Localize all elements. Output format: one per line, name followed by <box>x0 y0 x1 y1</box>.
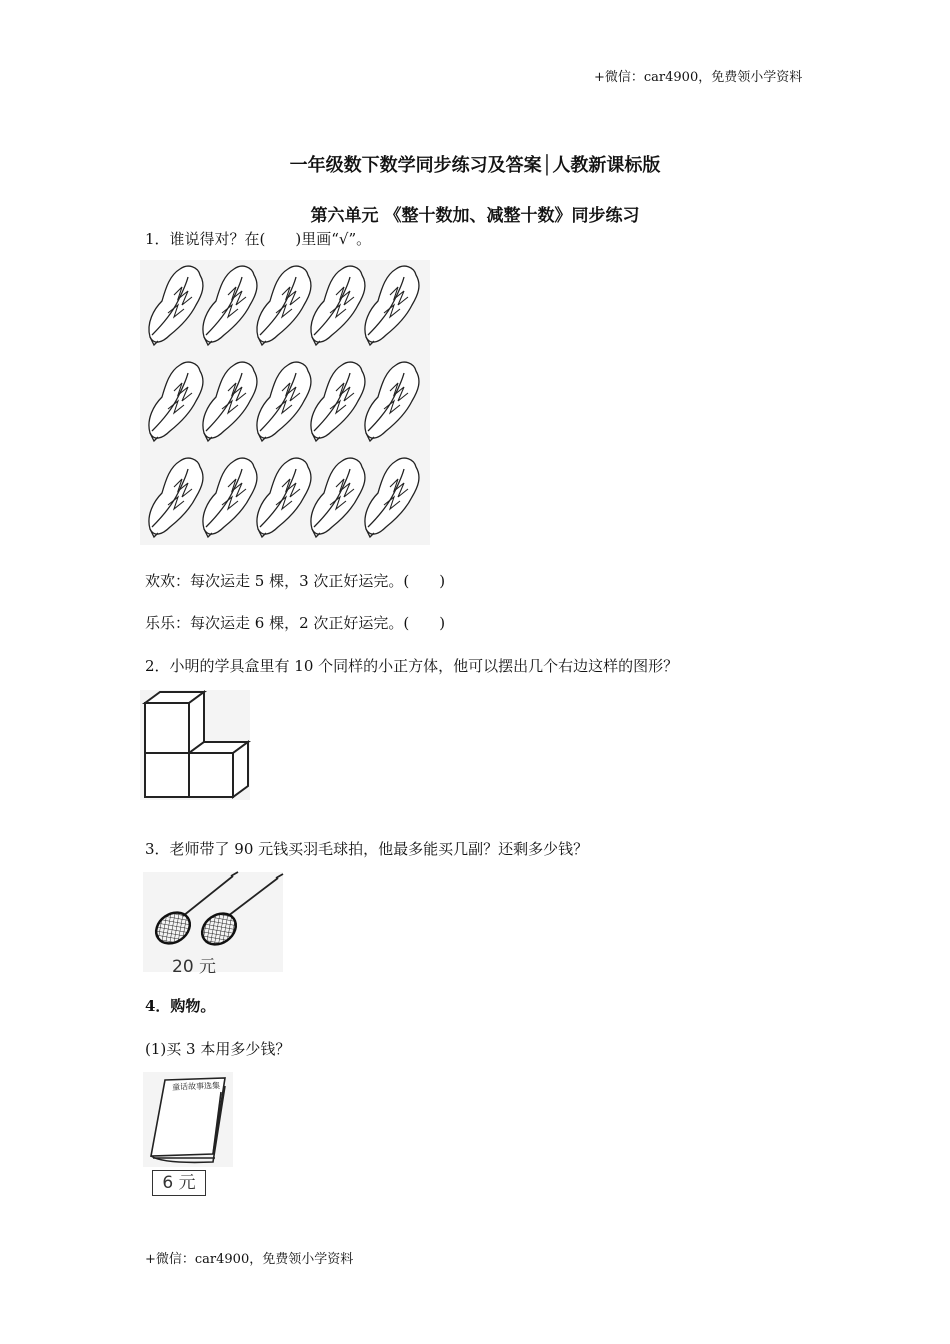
cabbage-icons <box>149 266 419 537</box>
unit-title: 第六单元 《整十数加、减整十数》同步练习 <box>310 206 640 226</box>
question-1-prompt: 1．谁说得对？在( )里画“√”。 <box>145 230 372 248</box>
footer-note: +微信：car4900，免费领小学资料 <box>145 1252 354 1267</box>
document-title: 一年级数下数学同步练习及答案│人教新课标版 <box>289 155 661 176</box>
cabbage-grid-image <box>140 260 430 545</box>
racket-price-label: 20 元 <box>172 957 217 977</box>
question-3-prompt: 3．老师带了 90 元钱买羽毛球拍，他最多能买几副？还剩多少钱？ <box>145 840 589 858</box>
question-2-prompt: 2．小明的学具盒里有 10 个同样的小正方体，他可以摆出几个右边这样的图形？ <box>145 657 679 675</box>
question-4-sub1: (1)买 3 本用多少钱？ <box>145 1040 291 1058</box>
book-title: 童话故事选集 <box>171 1081 221 1092</box>
cube-figure <box>140 690 250 800</box>
header-note: +微信：car4900，免费领小学资料 <box>594 70 803 85</box>
book-price-label: 6 元 <box>162 1173 196 1193</box>
question-4-heading: 4．购物。 <box>145 997 216 1015</box>
book-price-tag <box>152 1170 206 1196</box>
lele-statement: 乐乐：每次运走 6 棵，2 次正好运完。( ) <box>145 614 446 632</box>
huanhuan-statement: 欢欢：每次运走 5 棵，3 次正好运完。( ) <box>145 572 446 590</box>
